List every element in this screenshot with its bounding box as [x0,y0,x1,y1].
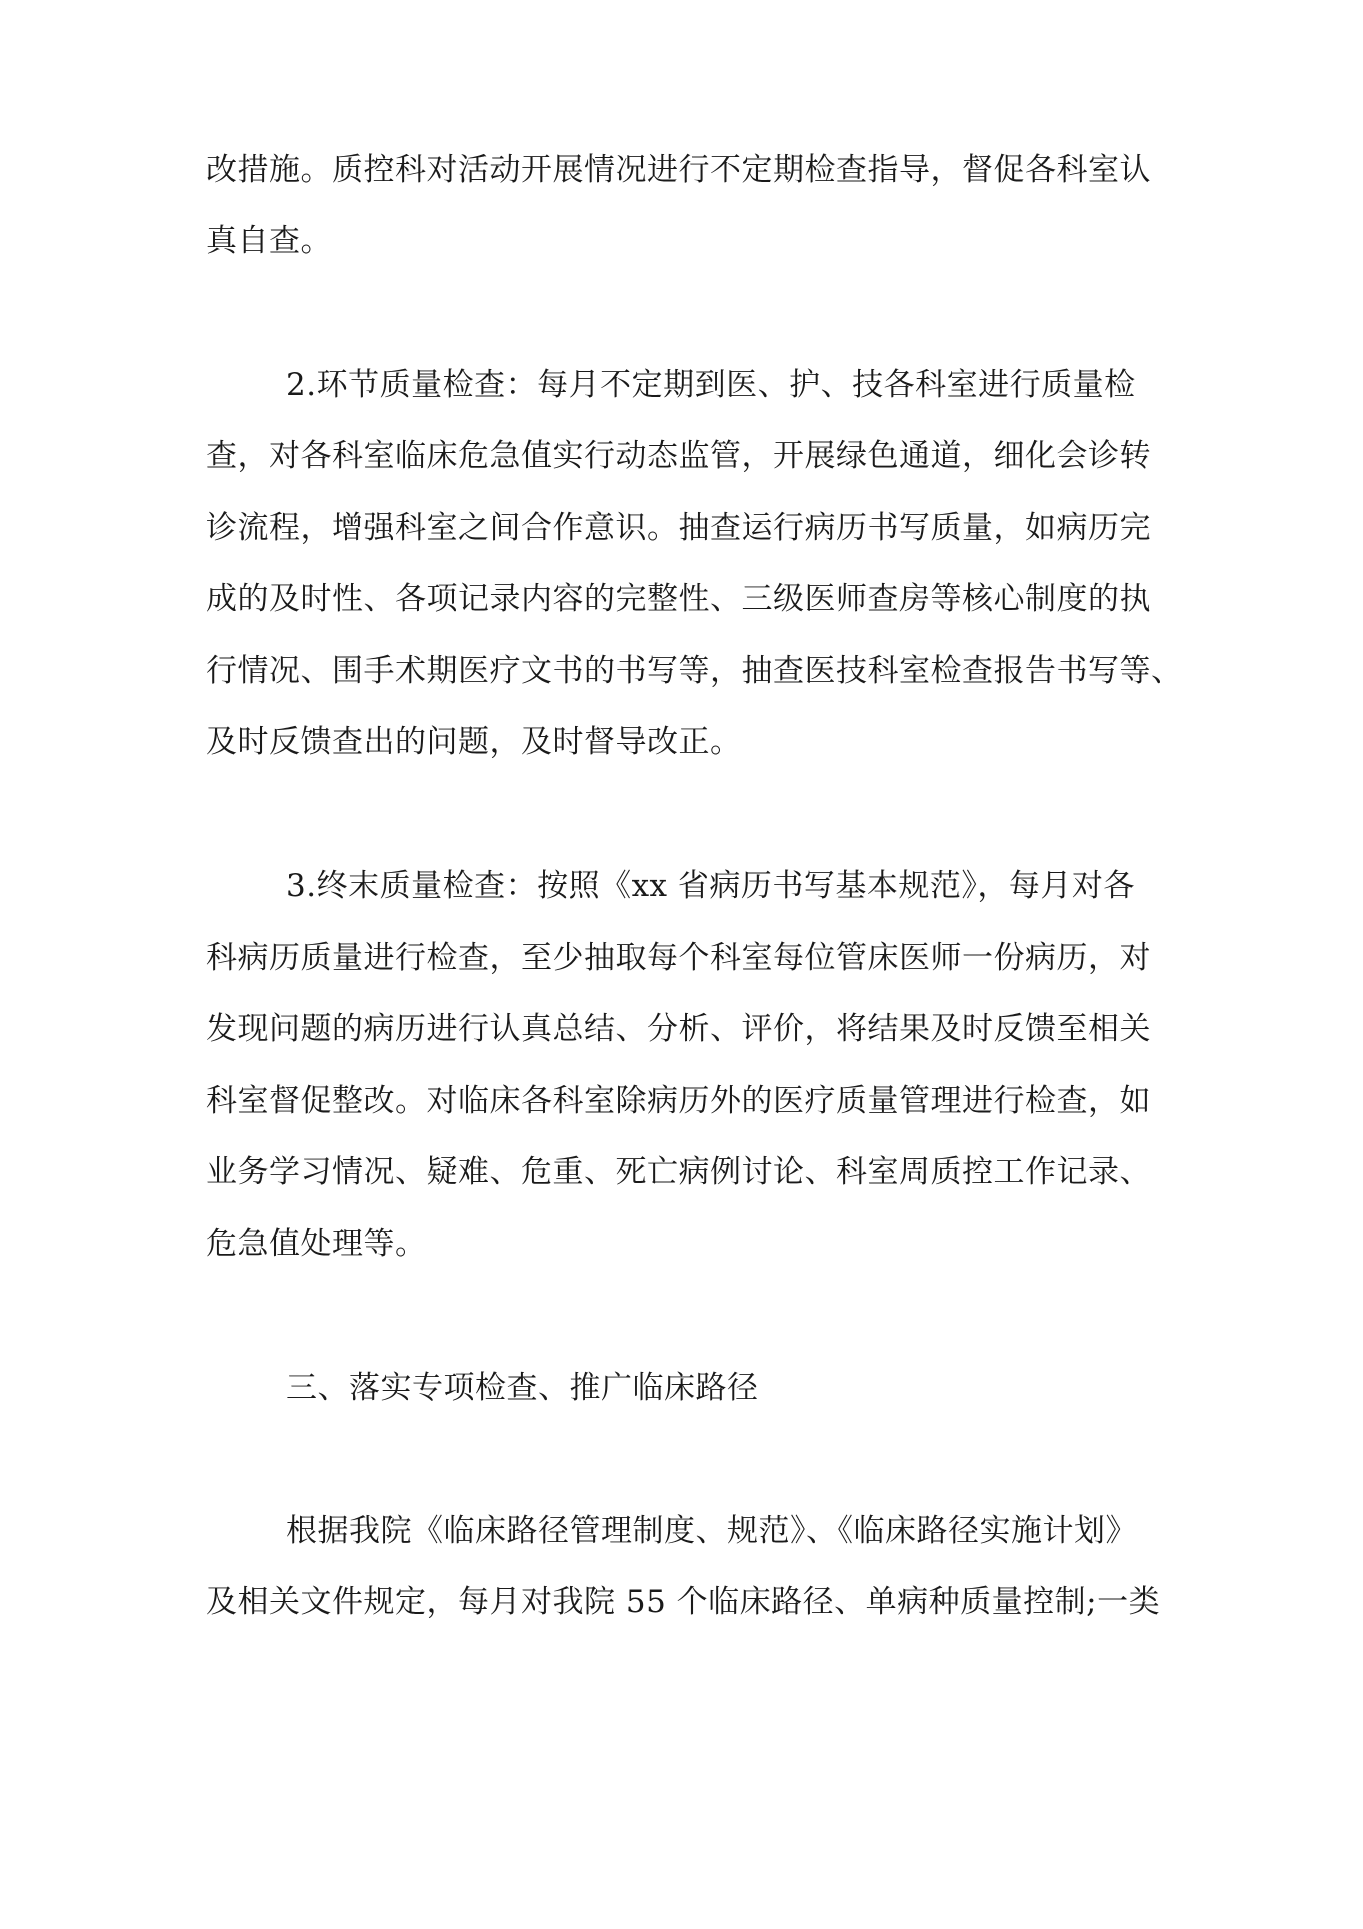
text-line: 发现问题的病历进行认真总结、分析、评价，将结果及时反馈至相关 [206,1011,1151,1047]
text-line: 行情况、围手术期医疗文书的书写等，抽查医技科室检查报告书写等、 [206,653,1183,689]
text-line: 科室督促整改。对临床各科室除病历外的医疗质量管理进行检查，如 [206,1083,1151,1119]
text-line: 科病历质量进行检查，至少抽取每个科室每位管床医师一份病历，对 [206,940,1151,976]
text-line: 诊流程，增强科室之间合作意识。抽查运行病历书写质量，如病历完 [206,510,1151,546]
text-line: 及时反馈查出的问题，及时督导改正。 [206,724,742,760]
text-line: 及相关文件规定，每月对我院 55 个临床路径、单病种质量控制;一类 [206,1584,1161,1620]
text-line: 真自查。 [206,223,332,259]
text-line: 危急值处理等。 [206,1226,427,1262]
text-line: 查，对各科室临床危急值实行动态监管，开展绿色通道，细化会诊转 [206,438,1151,474]
section-heading-text: 三、落实专项检查、推广临床路径 [286,1370,759,1406]
text-line: 业务学习情况、疑难、危重、死亡病例讨论、科室周质控工作记录、 [206,1154,1151,1190]
text-line: 2.环节质量检查：每月不定期到医、护、技各科室进行质量检 [286,367,1136,403]
text-line: 成的及时性、各项记录内容的完整性、三级医师查房等核心制度的执 [206,581,1151,617]
text-line: 改措施。质控科对活动开展情况进行不定期检查指导，督促各科室认 [206,152,1151,188]
text-line: 3.终末质量检查：按照《xx 省病历书写基本规范》，每月对各 [286,868,1135,904]
text-line: 根据我院《临床路径管理制度、规范》、《临床路径实施计划》 [286,1513,1137,1549]
